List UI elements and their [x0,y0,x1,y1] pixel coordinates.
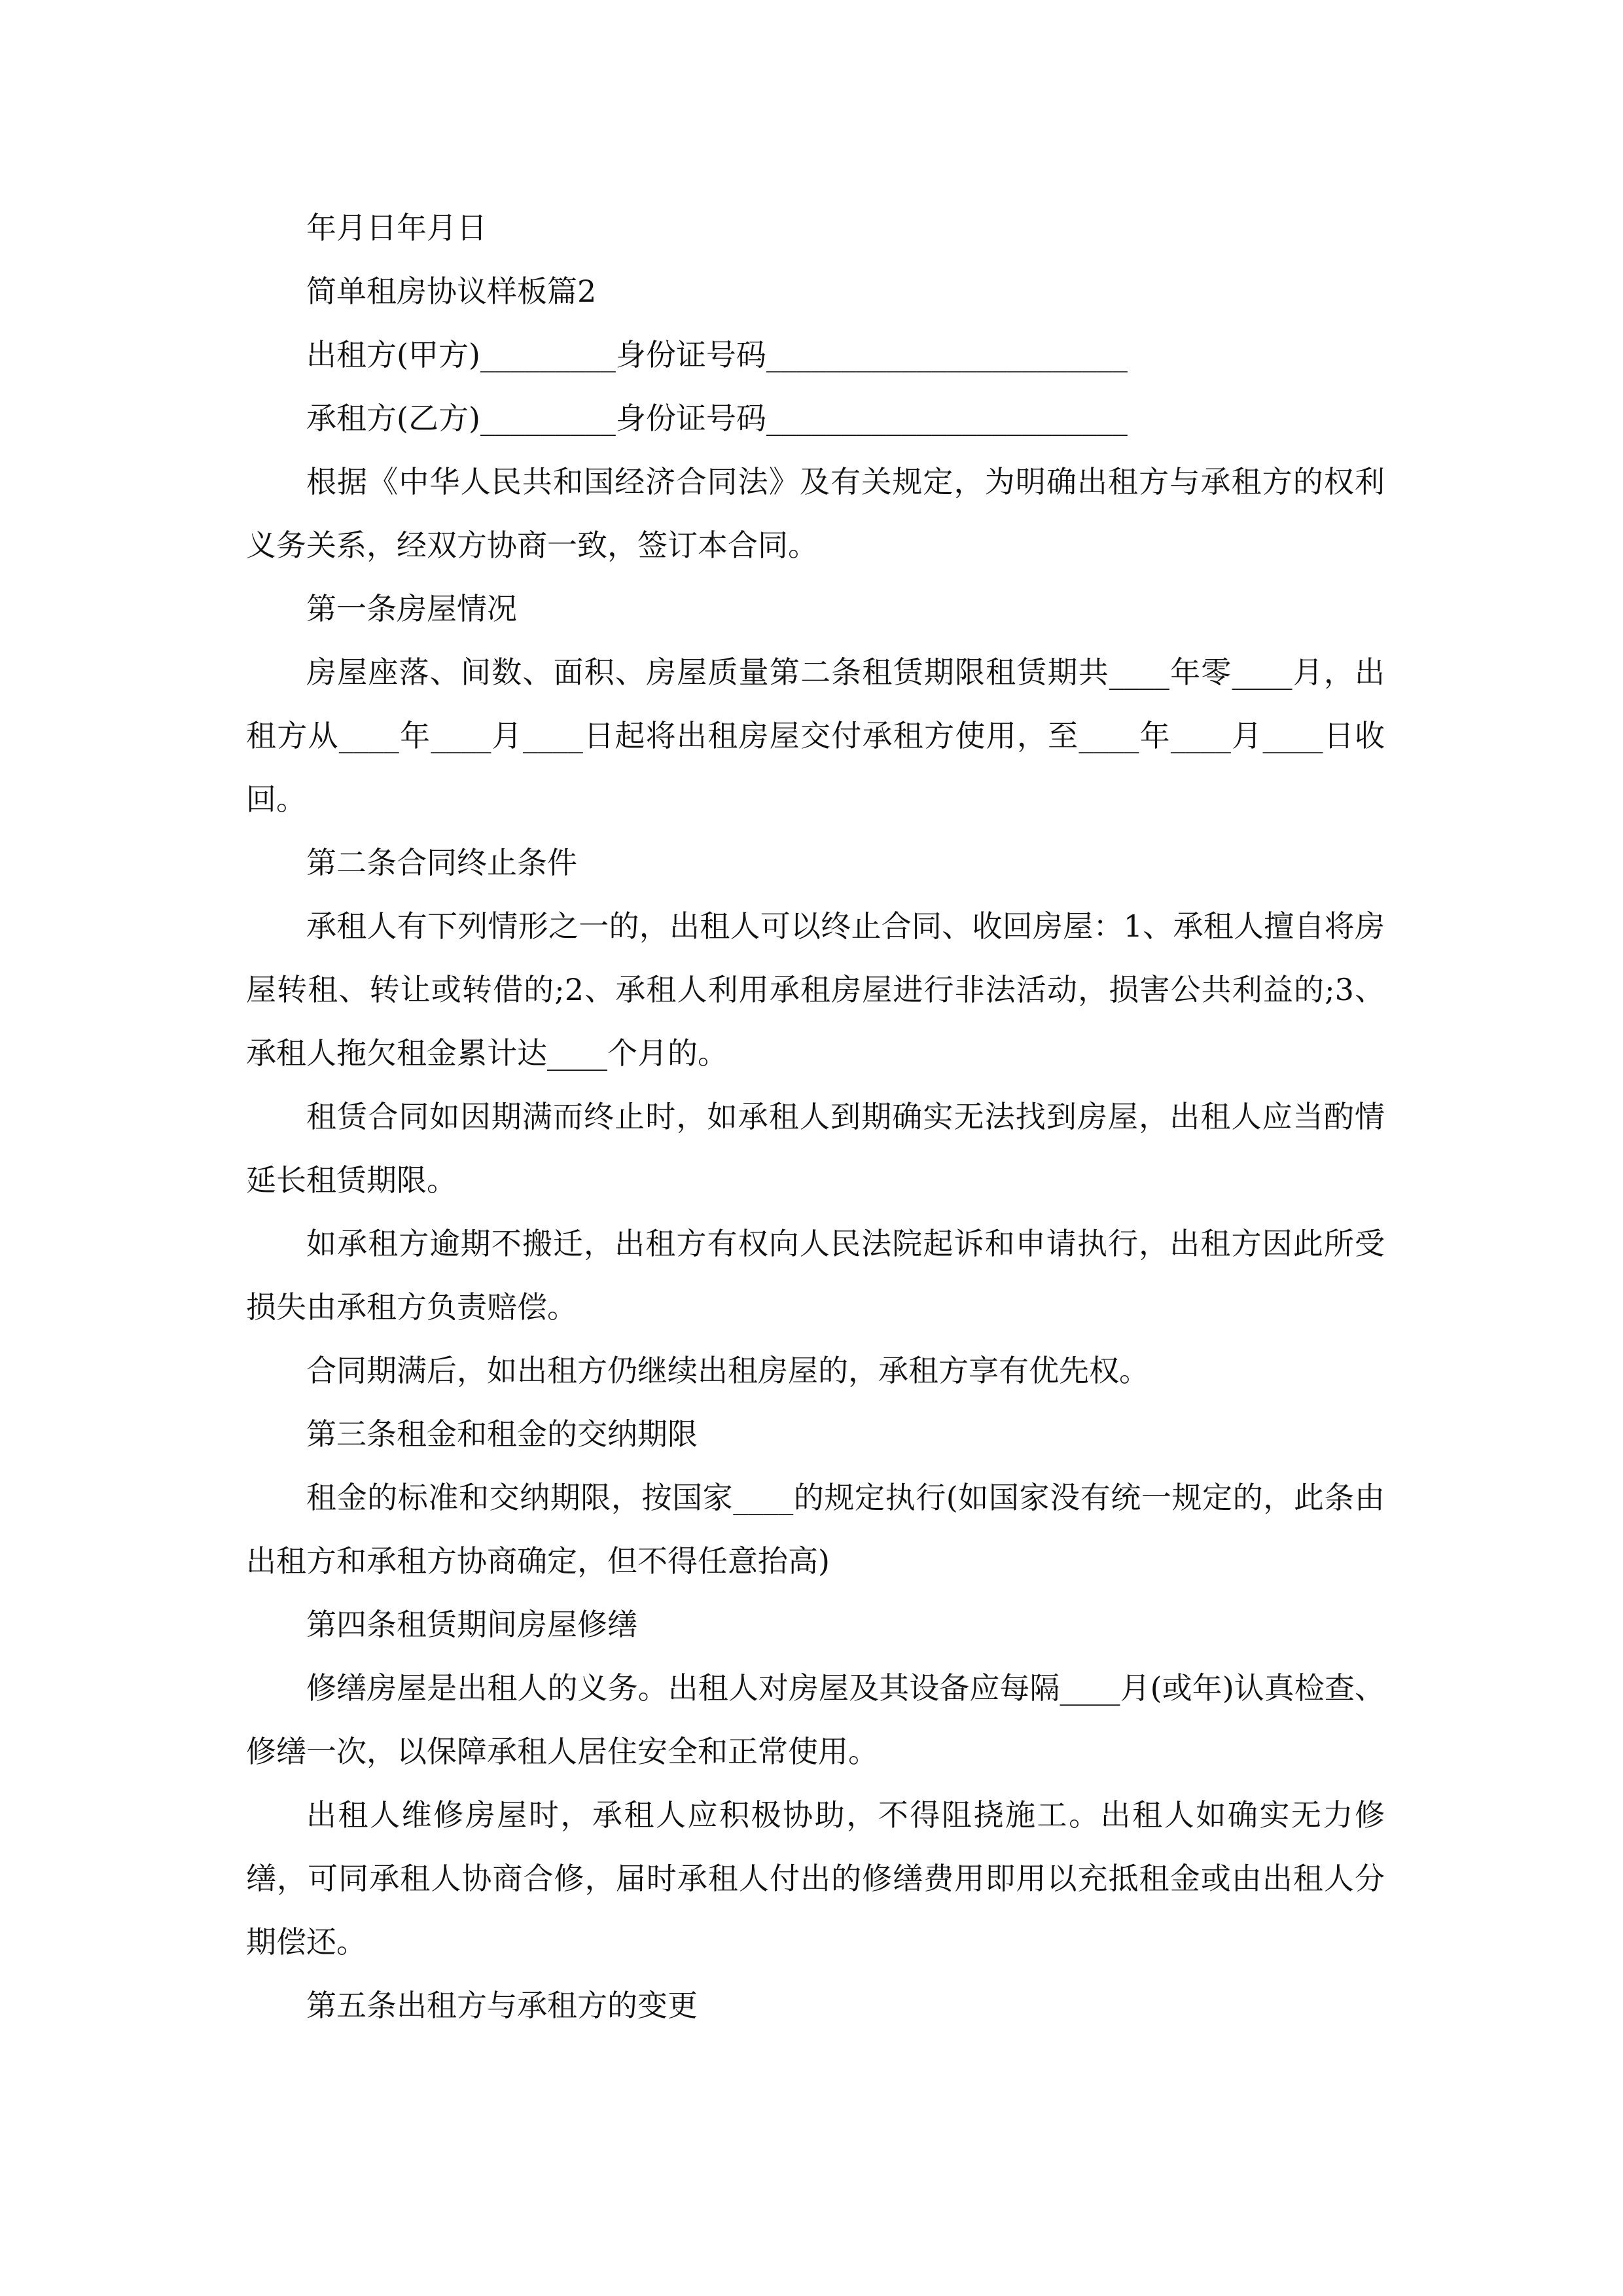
lessor-line: 出租方(甲方)_________身份证号码________________________ [306,337,1128,372]
article-5-heading: 第五条出租方与承租方的变更 [306,1988,698,2023]
article-1-paragraph: 房屋座落、间数、面积、房屋质量第二条租赁期限租赁期共____年零____月，出租方从____年____月____日起将出租房屋交付承租方使用，至____年____月____日收回。 [246,655,1385,817]
article-1-heading: 第一条房屋情况 [306,591,517,626]
article-2-paragraph-1: 承租人有下列情形之一的，出租人可以终止合同、收回房屋：1、承租人擅自将房屋转租、转让或转借的;2、承租人利用承租房屋进行非法活动，损害公共利益的;3、承租人拖欠租金累计达____个月的。 [246,908,1385,1071]
date-line: 年月日年月日 [306,210,487,245]
article-3-heading: 第三条租金和租金的交纳期限 [306,1416,698,1452]
article-4-paragraph-2: 出租人维修房屋时，承租人应积极协助，不得阻挠施工。出租人如确实无力修缮，可同承租人协商合修，届时承租人付出的修缮费用即用以充抵租金或由出租人分期偿还。 [246,1797,1385,1960]
article-2-paragraph-2: 租赁合同如因期满而终止时，如承租人到期确实无法找到房屋，出租人应当酌情延长租赁期限。 [246,1099,1385,1198]
article-3-paragraph: 租金的标准和交纳期限，按国家____的规定执行(如国家没有统一规定的，此条由出租方和承租方协商确定，但不得任意抬高) [246,1480,1385,1579]
preamble-paragraph: 根据《中华人民共和国经济合同法》及有关规定，为明确出租方与承租方的权利义务关系，经双方协商一致，签订本合同。 [246,464,1385,563]
lessee-line: 承租方(乙方)_________身份证号码________________________ [306,401,1128,436]
document-title: 简单租房协议样板篇2 [306,274,597,309]
document-page [246,196,1385,2037]
article-2-heading: 第二条合同终止条件 [306,845,577,880]
article-2-paragraph-4: 合同期满后，如出租方仍继续出租房屋的，承租方享有优先权。 [306,1353,1149,1388]
article-4-paragraph-1: 修缮房屋是出租人的义务。出租人对房屋及其设备应每隔____月(或年)认真检查、修缮一次，以保障承租人居住安全和正常使用。 [246,1670,1385,1769]
article-4-heading: 第四条租赁期间房屋修缮 [306,1607,637,1642]
article-2-paragraph-3: 如承租方逾期不搬迁，出租方有权向人民法院起诉和申请执行，出租方因此所受损失由承租方负责赔偿。 [246,1226,1385,1325]
